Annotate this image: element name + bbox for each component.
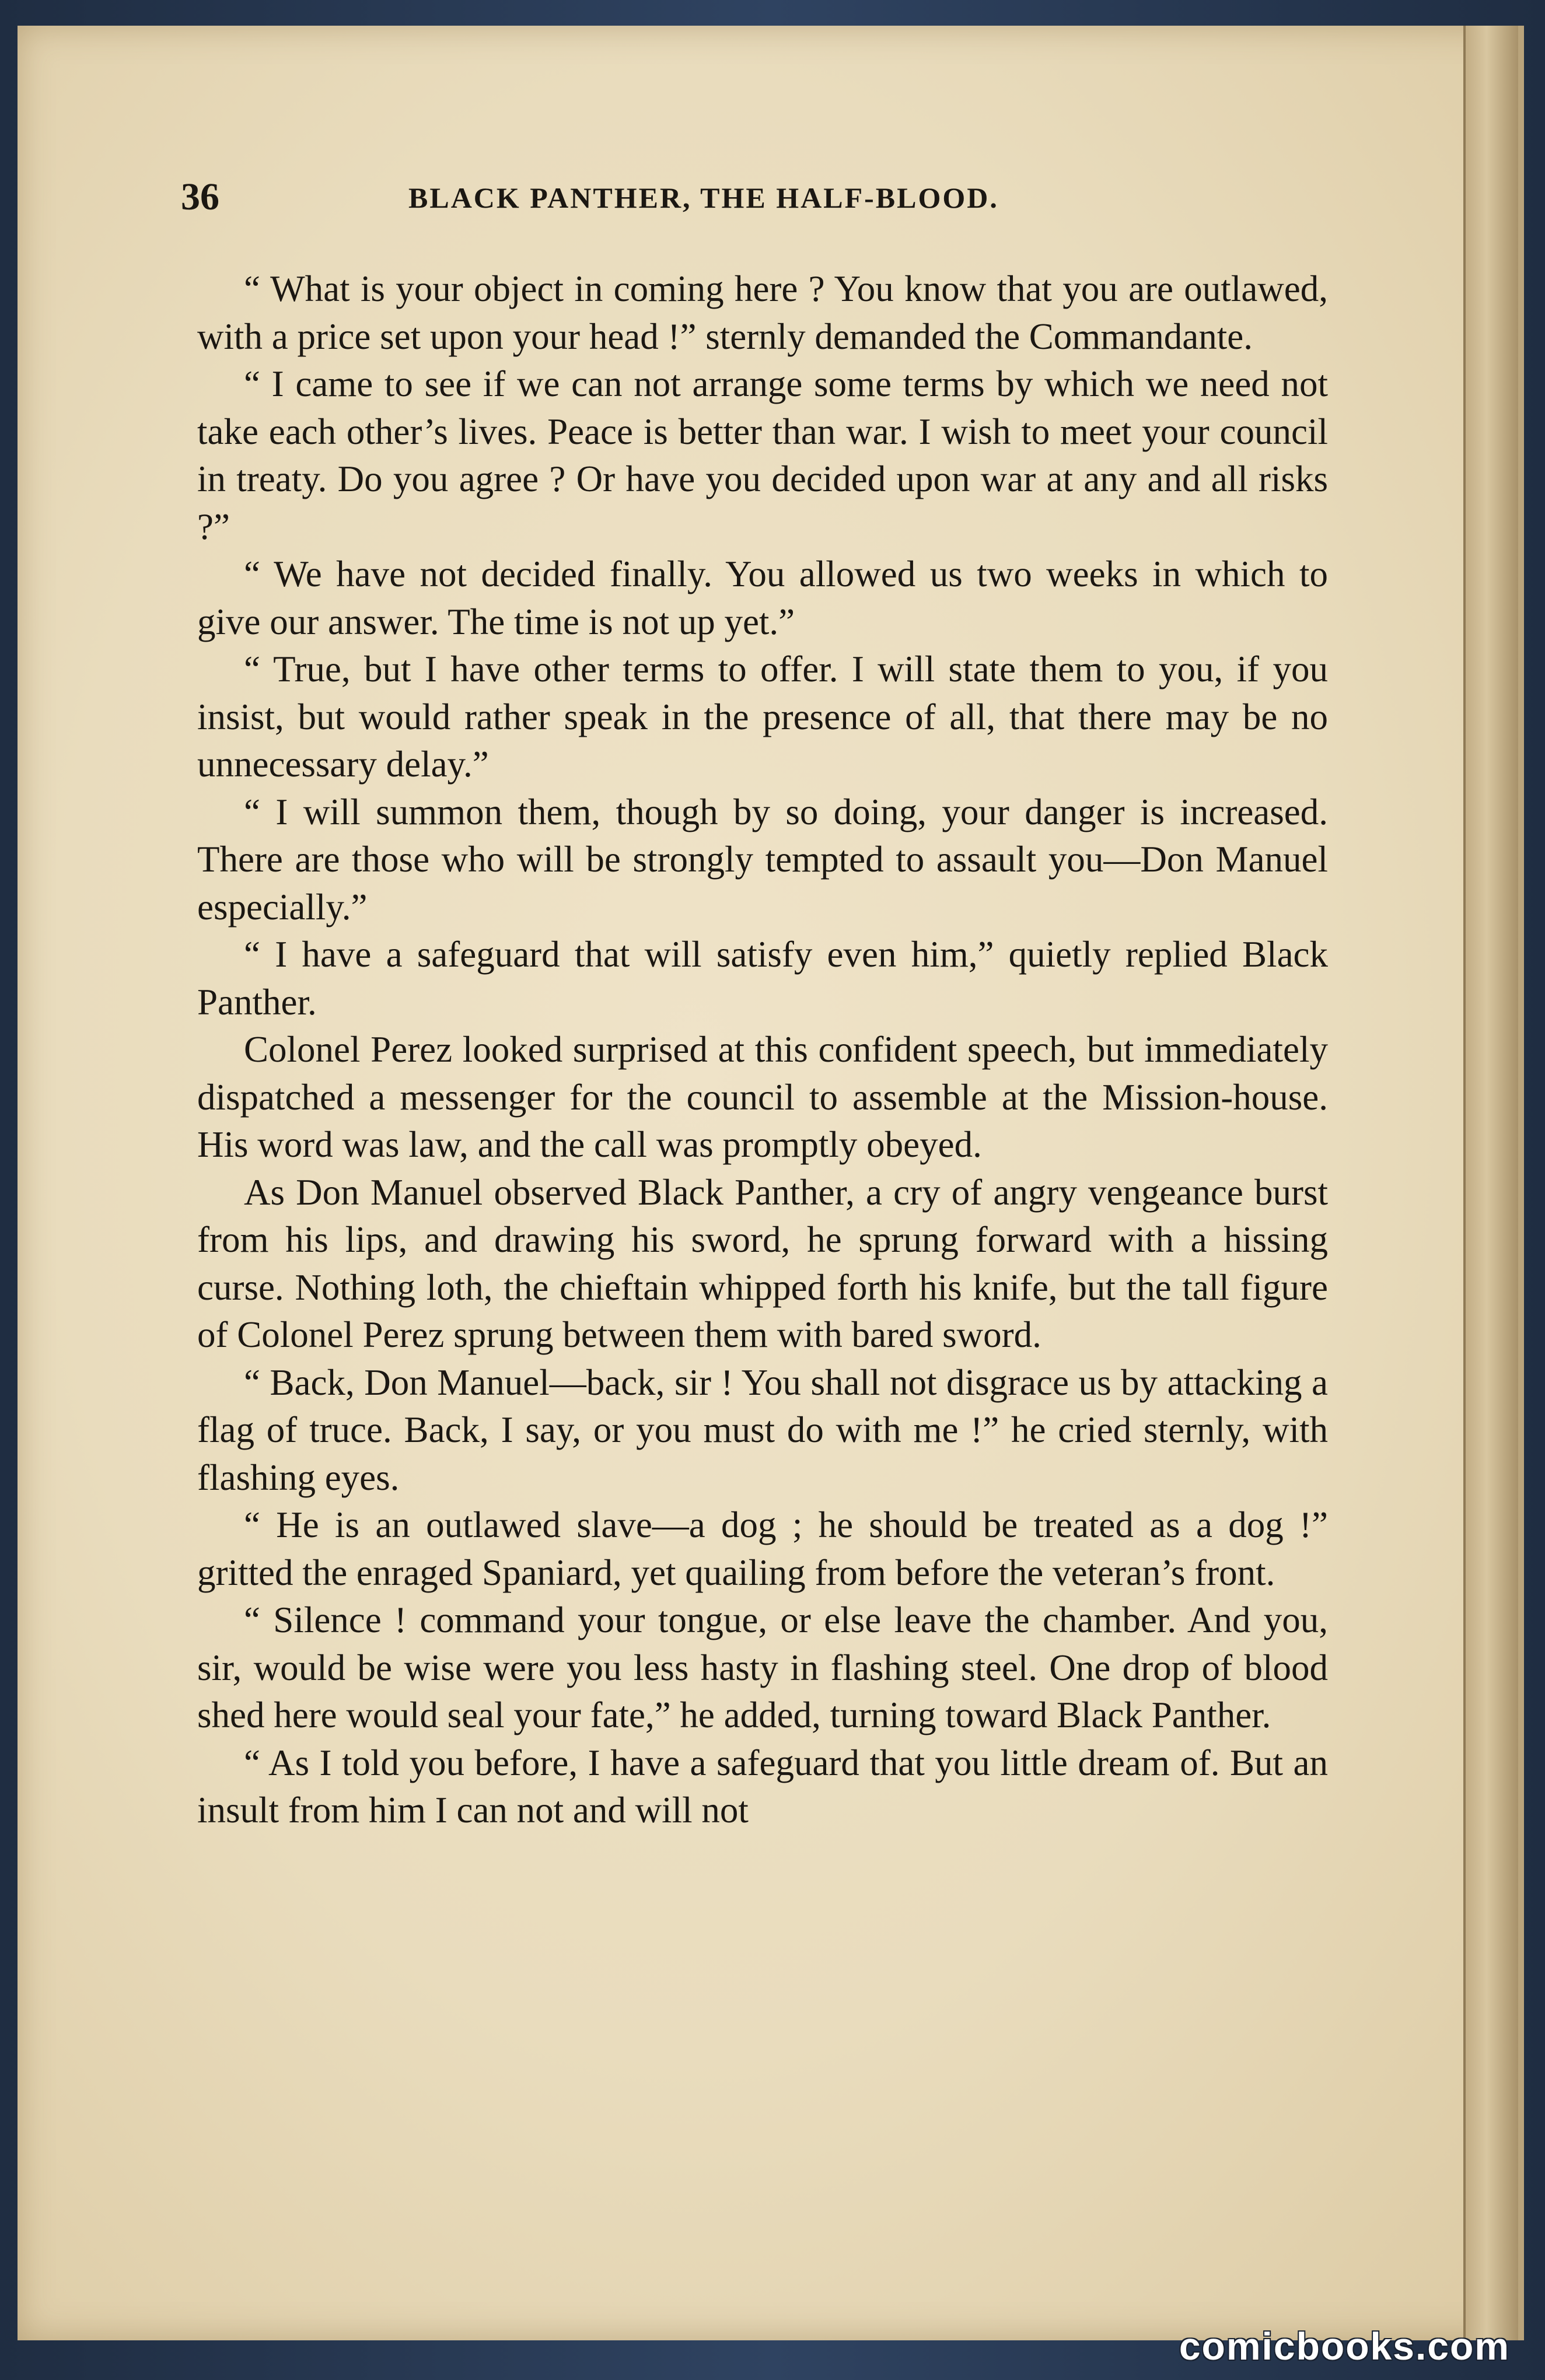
- page-spine-edge: [1463, 26, 1518, 2340]
- paragraph: “ What is your object in coming here ? You know that you are outlawed, with a price set upon your head !” sternly demanded the Commandante.: [197, 268, 1328, 357]
- paragraph: Colonel Perez looked surprised at this confident speech, but immediately dispatched a messenger for the council to assemble at the Mission-house. His word was law, and the call was promptly obeyed.: [197, 1029, 1328, 1165]
- paragraph: “ Back, Don Manuel—back, sir ! You shall not disgrace us by attacking a flag of truce. Back, I say, or you must do with me !” he cried sternly, with flashing eyes.: [197, 1362, 1328, 1498]
- paragraph: “ Silence ! command your tongue, or else leave the chamber. And you, sir, would be wise were you less hasty in flashing steel. One drop of blood shed here would seal your fate,” he added, turning toward Black Panther.: [197, 1600, 1328, 1735]
- running-title: BLACK PANTHER, THE HALF-BLOOD.: [408, 181, 999, 214]
- site-watermark: comicbooks.com: [1179, 2325, 1510, 2368]
- paragraph: “ True, but I have other terms to offer. I will state them to you, if you insist, but would rather speak in the presence of all, that there may be no unnecessary delay.”: [197, 649, 1328, 785]
- paragraph: “ He is an outlawed slave—a dog ; he should be treated as a dog !” gritted the enraged Spaniard, yet quailing from before the veteran’s front.: [197, 1504, 1328, 1593]
- page-number: 36: [181, 176, 219, 218]
- paragraph: “ I came to see if we can not arrange some terms by which we need not take each other’s lives. Peace is better than war. I wish to meet your council in treaty. Do you agree ? Or have you decided upon war at any and all risks ?”: [197, 363, 1328, 547]
- body-text: [197, 265, 1328, 1835]
- paragraph: “ I have a safeguard that will satisfy even him,” quietly replied Black Panther.: [197, 934, 1328, 1023]
- paragraph: “ I will summon them, though by so doing, your danger is increased. There are those who will be strongly tempted to assault you—Don Manuel especially.”: [197, 791, 1328, 928]
- paragraph: “ As I told you before, I have a safeguard that you little dream of. But an insult from him I can not and will not: [197, 1742, 1328, 1831]
- page-header: [181, 175, 1184, 222]
- paragraph: “ We have not decided finally. You allowed us two weeks in which to give our answer. The time is not up yet.”: [197, 554, 1328, 642]
- paragraph: As Don Manuel observed Black Panther, a cry of angry vengeance burst from his lips, and drawing his sword, he sprung forward with a hissing curse. Nothing loth, the chieftain whipped forth his knife, but the tall figure of Colonel Perez sprung between them with bared sword.: [197, 1171, 1328, 1355]
